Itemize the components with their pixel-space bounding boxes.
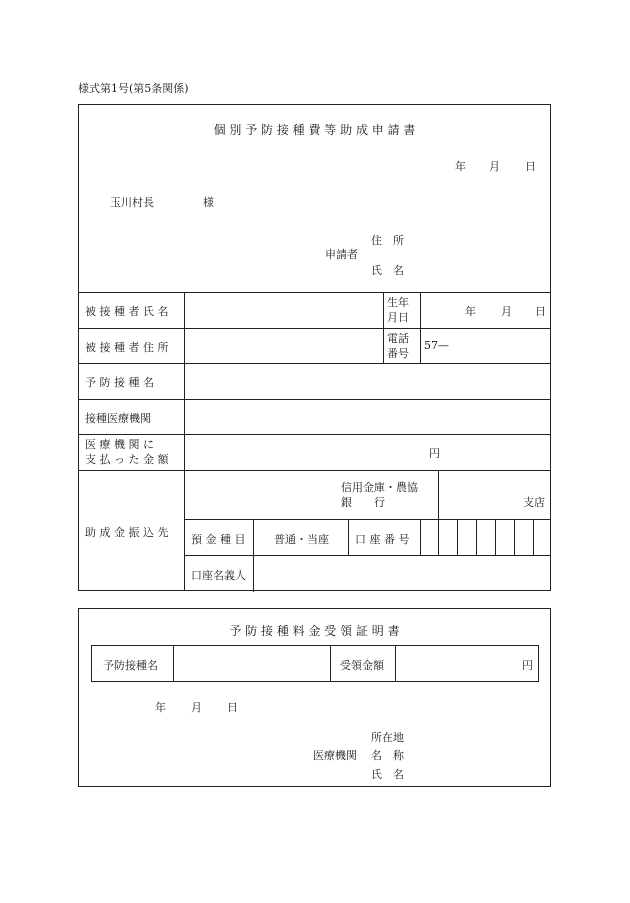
application-date-day: 日 [525,160,536,173]
application-form [78,104,551,591]
birth-year: 年 [465,305,476,318]
institution-label: 接種医療機関 [85,412,151,425]
patient-address-label: 被 接 種 者 住 所 [85,341,169,354]
grid-line [383,292,384,363]
application-date-year: 年 [455,160,466,173]
grid-line [79,399,550,400]
grid-line [185,555,550,556]
account-holder-label: 口座名義人 [191,569,246,582]
patient-name-label: 被 接 種 者 氏 名 [85,305,169,318]
amount-paid-yen: 円 [429,447,440,460]
certificate-yen: 円 [522,659,533,672]
grid-line [79,470,550,471]
grid-line [79,328,550,329]
certificate-date-month: 月 [191,701,202,714]
certificate-date-day: 日 [227,701,238,714]
applicant-address-label: 住 所 [371,234,404,247]
bank-type-bank: 銀 行 [341,496,385,509]
form-number-label: 様式第1号(第5条関係) [78,82,189,95]
grid-line [79,292,550,293]
applicant-label: 申請者 [325,248,358,261]
grid-line [457,519,458,555]
grid-line [533,519,534,555]
grid-line [173,646,174,681]
certificate-person-label: 氏 名 [371,768,404,781]
certificate-vaccine-label: 予防接種名 [103,659,158,672]
grid-line [420,519,421,555]
birth-month: 月 [501,305,512,318]
grid-line [253,519,254,555]
grid-line [476,519,477,555]
grid-line [348,519,349,555]
grid-line [438,470,439,555]
bank-type-credit-agri: 信用金庫・農協 [341,481,418,494]
certificate-name-label: 名 称 [371,749,404,762]
certificate-title: 予 防 接 種 料 金 受 領 証 明 書 [229,624,400,638]
certificate-date-year: 年 [155,701,166,714]
application-title: 個 別 予 防 接 種 費 等 助 成 申 請 書 [213,123,416,137]
grid-line [79,434,550,435]
addressee-honorific: 様 [203,196,214,209]
phone-label-1: 電話 [387,332,409,345]
phone-label-2: 番号 [387,347,409,360]
amount-paid-label-2: 支 払 っ た 金 額 [85,453,169,466]
grid-line [514,519,515,555]
certificate-location-label: 所在地 [371,731,404,744]
birth-day: 日 [535,305,546,318]
grid-line [420,292,421,363]
grid-line [495,519,496,555]
branch-label: 支店 [523,496,545,509]
addressee: 玉川村長 [110,196,154,209]
vaccine-name-label: 予 防 接 種 名 [85,376,154,389]
grid-line [253,555,254,592]
account-number-label: 口 座 番 号 [355,533,410,546]
application-date-month: 月 [489,160,500,173]
deposit-type-label: 預 金 種 目 [191,533,246,546]
grid-line [395,646,396,681]
certificate-table [91,645,539,682]
grid-line [330,646,331,681]
birth-date-label-1: 生年 [387,296,409,309]
phone-prefix: 57— [424,339,449,352]
amount-paid-label-1: 医 療 機 関 に [85,438,154,451]
applicant-name-label: 氏 名 [371,264,404,277]
grid-line [184,292,185,590]
receipt-certificate [78,608,551,787]
certificate-institution-label: 医療機関 [313,749,357,762]
birth-date-label-2: 月日 [387,311,409,324]
certificate-amount-label: 受領金額 [340,659,384,672]
grid-line [79,363,550,364]
transfer-destination-label: 助 成 金 振 込 先 [85,526,169,539]
deposit-type-value: 普通・当座 [274,533,329,546]
